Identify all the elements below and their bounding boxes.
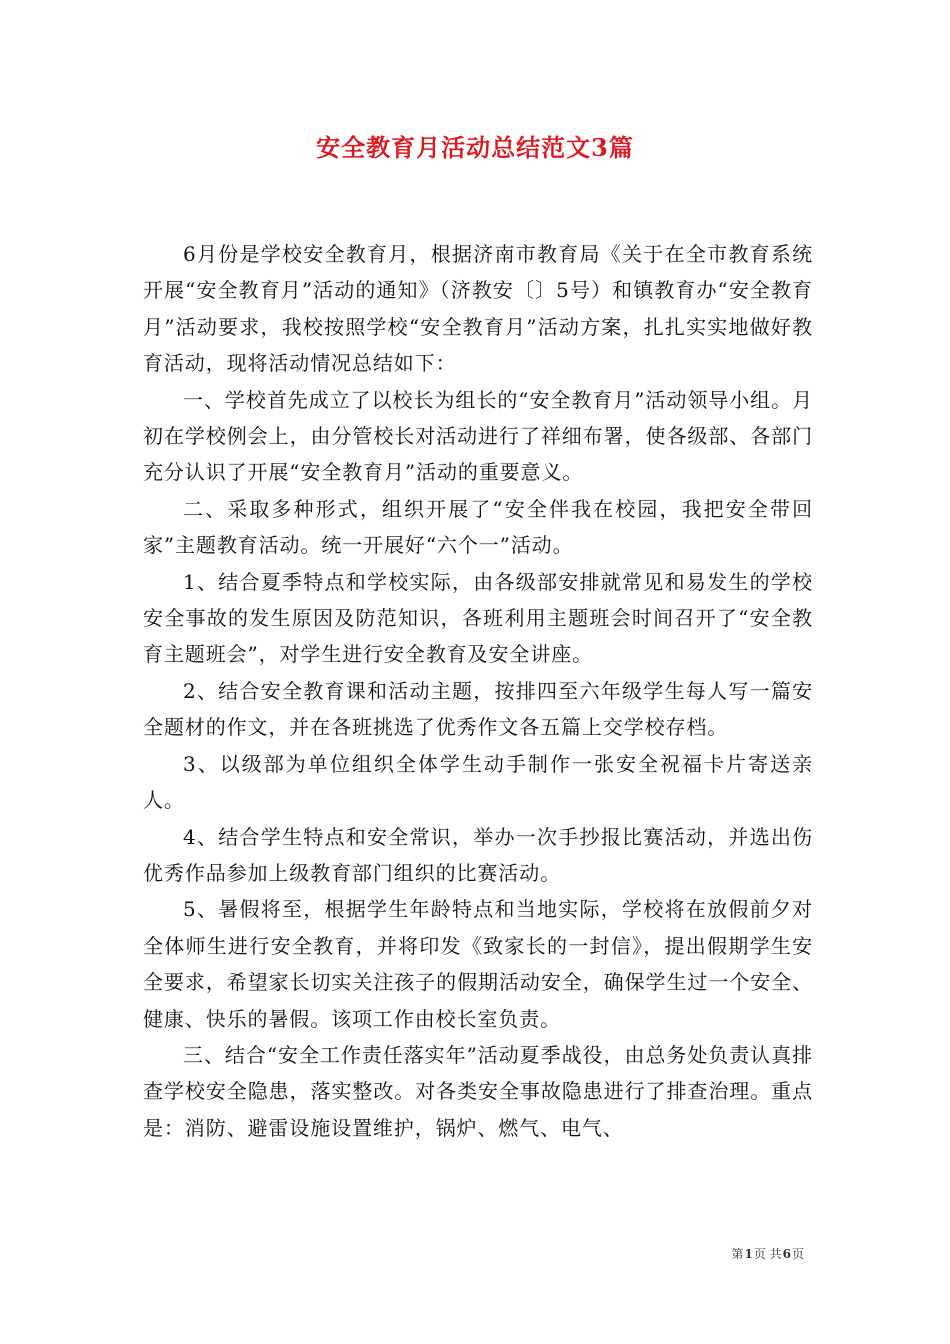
page-title: 安全教育月活动总结范文3篇 — [316, 133, 634, 162]
paragraph-item-4: 4、结合学生特点和安全常识，举办一次手抄报比赛活动，并选出伤优秀作品参加上级教育部门组织的比赛活动。 — [143, 824, 813, 885]
paragraph-item-2: 2、结合安全教育课和活动主题，按排四至六年级学生每人写一篇安全题材的作文，并在各班挑选了优秀作文各五篇上交学校存档。 — [143, 678, 813, 740]
footer-page-number: 1 — [744, 1247, 753, 1261]
footer-suffix: 页 — [791, 1247, 804, 1261]
paragraph-section-2: 二、采取多种形式，组织开展了“安全伴我在校园，我把安全带回家”主题教育活动。统一开展好“六个一”活动。 — [143, 496, 813, 558]
paragraph-item-5: 5、暑假将至，根据学生年龄特点和当地实际，学校将在放假前夕对全体师生进行安全教育，并将印发《致家长的一封信》，提出假期学生安全要求，希望家长切实关注孩子的假期活动安全，确保学生过一个安全、健康、快乐的暑假。该项工作由校长室负责。 — [143, 897, 813, 1031]
document-body — [143, 236, 813, 1146]
paragraph-section-1: 一、学校首先成立了以校长为组长的“安全教育月”活动领导小组。月初在学校例会上，由分管校长对活动进行了祥细布署，使各级部、各部门充分认识了开展“安全教育月”活动的重要意义。 — [143, 387, 813, 485]
footer-middle: 页 共 — [753, 1247, 782, 1261]
page-footer — [731, 1246, 804, 1262]
footer-prefix: 第 — [731, 1247, 744, 1261]
paragraph-intro: 6月份是学校安全教育月，根据济南市教育局《关于在全市教育系统开展“安全教育月”活动的通知》（济教安〔〕5号）和镇教育办“安全教育月”活动要求，我校按照学校“安全教育月”活动方案，扎扎实实地做好教育活动，现将活动情况总结如下： — [143, 242, 813, 376]
footer-total-pages: 6 — [782, 1247, 791, 1261]
paragraph-section-3: 三、结合“安全工作责任落实年”活动夏季战役，由总务处负责认真排查学校安全隐患，落实整改。对各类安全事故隐患进行了排查治理。重点是：消防、避雷设施设置维护，锅炉、燃气、电气、 — [143, 1042, 813, 1140]
paragraph-item-3: 3、以级部为单位组织全体学生动手制作一张安全祝福卡片寄送亲人。 — [143, 751, 813, 813]
paragraph-item-1: 1、结合夏季特点和学校实际，由各级部安排就常见和易发生的学校安全事故的发生原因及防范知识，各班利用主题班会时间召开了“安全教育主题班会”，对学生进行安全教育及安全讲座。 — [143, 569, 813, 667]
